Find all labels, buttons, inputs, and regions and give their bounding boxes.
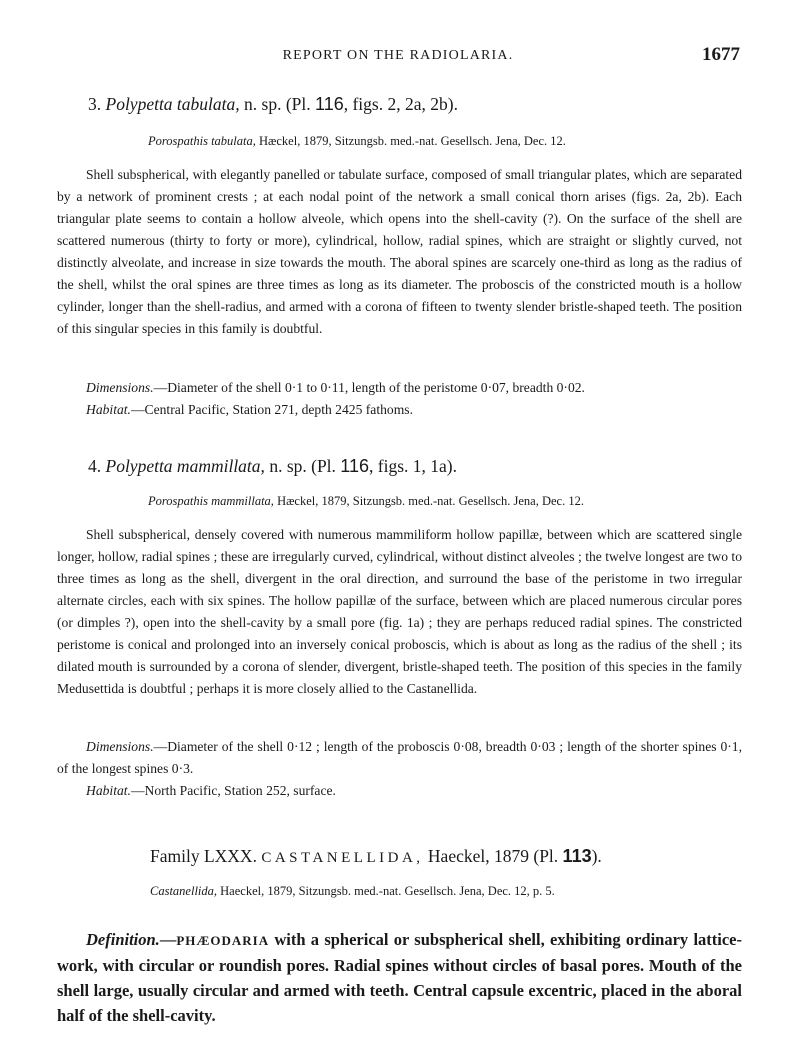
family-author: Haeckel, 1879 (Pl.: [427, 846, 559, 866]
species-3-habitat-text: —Central Pacific, Station 271, depth 2425 fathoms.: [130, 402, 413, 417]
family-plate: 113: [562, 846, 592, 866]
species-4-heading: [88, 456, 457, 477]
species-4-dimensions: [57, 736, 742, 780]
species-4-number: 4.: [88, 456, 102, 476]
family-synonym: [150, 884, 555, 899]
page-number: 1677: [702, 44, 740, 65]
family-synonym-ref: Haeckel, 1879, Sitzungsb. med.-nat. Gesellsch. Jena, Dec. 12, p. 5.: [220, 884, 555, 898]
species-4-figs: , figs. 1, 1a).: [369, 456, 457, 476]
family-definition: [57, 927, 742, 1028]
family-synonym-name: Castanellida,: [150, 884, 218, 898]
species-3-spec: n. sp. (Pl.: [244, 94, 311, 114]
species-3-description: Shell subspherical, with elegantly panelled or tabulate surface, composed of small triangular plates, which are separated by a network of prominent crests ; at each nodal point of the network a small conical thorn arises (figs. 2a, 2b). Each triangular plate seems to contain a hollow alveole, which opens into the shell-cavity (?). On the surface of the shell are scattered numerous (thirty to forty or more), cylindrical, hollow, radial spines, which are straight or slightly curved, not distinctly alveolate, and increase in size towards the mouth. The aboral spines are scarcely one-third as long as the radius of the shell, whilst the oral spines are three times as long as its diameter. The proboscis of the constricted mouth is a hollow cylinder, longer than the shell-radius, and armed with a corona of fifteen to twenty slender bristle-shaped teeth. The position of this singular species in this family is doubtful.: [57, 166, 742, 336]
definition-dash: —: [159, 929, 177, 949]
species-4-habitat-label: Habitat.: [86, 783, 131, 798]
species-3-heading: [88, 94, 458, 115]
species-4-name: Polypetta mammillata,: [105, 456, 265, 476]
species-4-dimensions-text: —Diameter of the shell 0·12 ; length of the proboscis 0·08, breadth 0·03 ; length of the shorter spines 0·1, of the longest spines 0·3.: [57, 739, 742, 776]
family-close: ).: [591, 846, 602, 866]
species-4-dimensions-label: Dimensions.: [86, 739, 154, 754]
family-prefix: Family LXXX.: [150, 846, 257, 866]
species-4-description: Shell subspherical, densely covered with numerous mammiliform hollow papillæ, between which are scattered single longer, hollow, radial spines ; these are irregularly curved, cylindrical, without distinct alveoles ; the twelve longest are two to three times as long as the shell, divergent in the oral direction, and surround the base of the peristome in two irregular alternate circles, each with six spines. The hollow papillæ of the surface, between which are placed numerous circular pores (or dimples ?), open into the shell-cavity by a small pore (fig. 1a) ; they are perhaps reduced radial spines. The constricted peristome is conical and prolonged into an inversely conical proboscis, which is about as long as the radius of the shell ; its dilated mouth is surrounded by a corona of slender, divergent, bristle-shaped teeth. The position of this species in the family Medusettida is doubtful ; perhaps it is more closely allied to the Castanellida.: [57, 526, 742, 696]
species-4-synonym: [148, 494, 584, 509]
species-3-figs: , figs. 2, 2a, 2b).: [343, 94, 458, 114]
species-3-synonym-ref: Hæckel, 1879, Sitzungsb. med.-nat. Gesellsch. Jena, Dec. 12.: [259, 134, 566, 148]
species-3-dimensions-text: —Diameter of the shell 0·1 to 0·11, length of the peristome 0·07, breadth 0·02.: [153, 380, 585, 395]
species-4-spec: n. sp. (Pl.: [269, 456, 336, 476]
family-heading: [150, 846, 602, 867]
species-3-habitat: [57, 399, 742, 421]
species-4-plate: 116: [340, 456, 369, 476]
species-4-synonym-ref: Hæckel, 1879, Sitzungsb. med.-nat. Gesellsch. Jena, Dec. 12.: [277, 494, 584, 508]
species-3-synonym-name: Porospathis tabulata,: [148, 134, 256, 148]
family-name: CASTANELLIDA,: [261, 850, 424, 866]
species-3-dimensions: [57, 377, 742, 399]
species-3-habitat-label: Habitat.: [86, 402, 131, 417]
definition-label: Definition.: [86, 929, 160, 949]
species-3-synonym: [148, 134, 566, 149]
species-3-plate: 116: [315, 94, 344, 114]
species-4-habitat-text: —North Pacific, Station 252, surface.: [130, 783, 336, 798]
definition-group: PHÆODARIA: [176, 932, 270, 948]
species-3-dimensions-label: Dimensions.: [86, 380, 154, 395]
definition-text: with a spherical or subspherical shell, exhibiting ordinary lattice-work, with circular or roundish pores. Radial spines without circles of basal pores. Mouth of the shell large, usually circular and armed with teeth. Central capsule excentric, placed in the aboral half of the shell-cavity.: [57, 929, 742, 1025]
species-4-habitat: [57, 780, 742, 802]
species-4-synonym-name: Porospathis mammillata,: [148, 494, 274, 508]
species-3-name: Polypetta tabulata,: [105, 94, 240, 114]
running-header: [56, 44, 740, 68]
species-3-number: 3.: [88, 94, 102, 114]
running-title: REPORT ON THE RADIOLARIA.: [282, 48, 514, 63]
